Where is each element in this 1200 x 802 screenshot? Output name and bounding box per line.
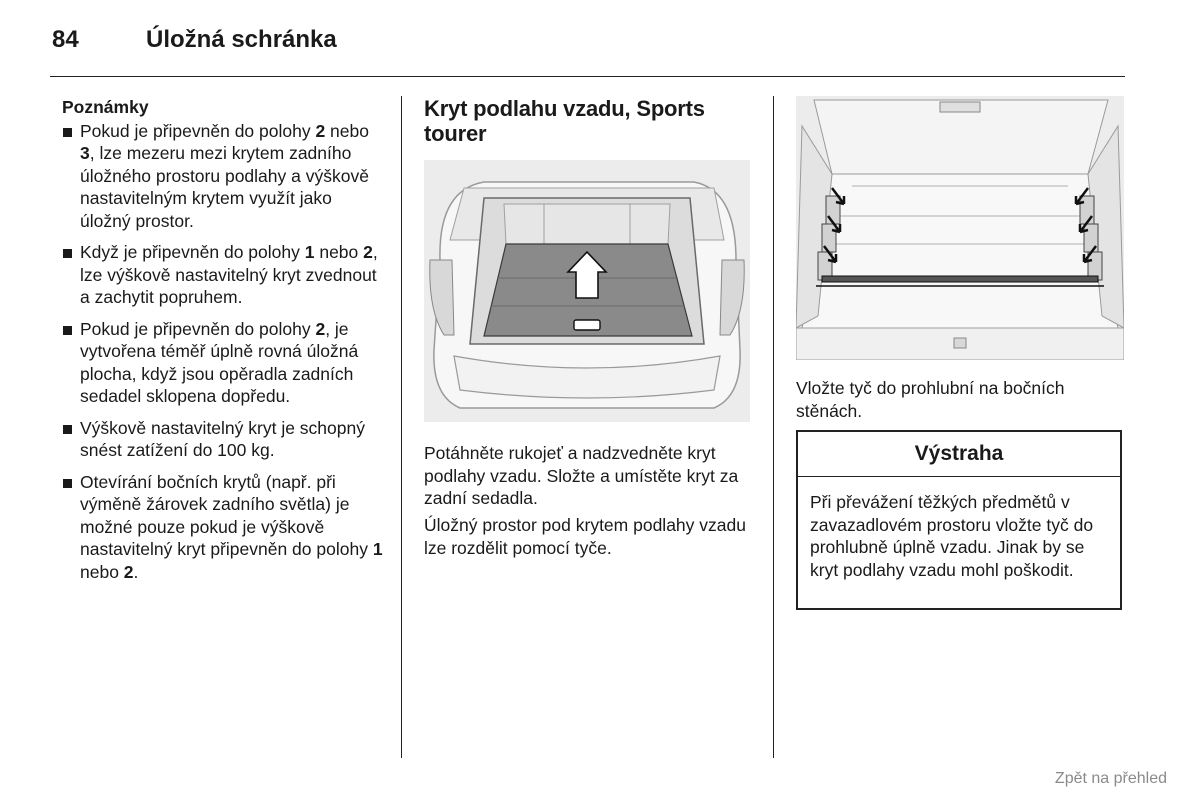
note-text: , lze výškově nastavitelný kryt zvednout a zachytit popruhem.: [80, 242, 378, 307]
note-text: nebo: [314, 242, 364, 262]
note-position-number: 1: [304, 242, 315, 262]
notes-list: [62, 120, 387, 584]
note-text: .: [133, 561, 139, 582]
note-item: [62, 471, 387, 584]
note-position-number: 2: [363, 242, 373, 262]
figure-caption: Vložte tyč do prohlubní na bočních stěnách.: [796, 378, 1065, 421]
section-heading: Kryt podlahu vzadu, Sports tourer: [424, 96, 705, 146]
note-text: Výškově nastavitelný kryt je schopný snést zatížení do 100 kg.: [80, 417, 365, 460]
back-to-overview-link[interactable]: Zpět na přehled: [1054, 770, 1167, 787]
trunk-floor-cover-illustration: [424, 160, 750, 422]
note-text: , lze mezeru mezi krytem zadního úložného prostoru podlahy a výškově nastavitelným krytem využít jako úložný prostor.: [80, 143, 369, 231]
note-item: [62, 318, 387, 408]
note-text: Pokud je připevněn do polohy: [80, 318, 316, 339]
note-position-number: 2: [123, 561, 134, 582]
note-item: [62, 120, 387, 233]
note-text: Pokud je připevněn do polohy: [80, 120, 316, 141]
page-number: 84: [52, 26, 79, 53]
page-title: Úložná schránka: [146, 26, 337, 53]
note-text: Když je připevněn do polohy: [80, 242, 305, 262]
page-header: [50, 26, 1125, 77]
note-position-number: 3: [80, 143, 90, 163]
note-item: [62, 417, 387, 462]
note-text: , je vytvořena téměř úplně rovná úložná plocha, když jsou opěradla zadních sedadel sklopena dopředu.: [80, 318, 359, 406]
note-position-number: 1: [372, 539, 383, 559]
notes-title: Poznámky: [62, 97, 149, 117]
instruction-paragraph: Potáhněte rukojeť a nadzvedněte kryt podlahy vzadu. Složte a umístěte kryt za zadní sedadla.: [424, 443, 739, 508]
floor-cover-section: [424, 96, 754, 558]
warning-text: Při převážení těžkých předmětů v zavazadlovém prostoru vložte tyč do prohlubně úplně vzadu. Jinak by se kryt podlahy vzadu mohl poškodit.: [810, 492, 1094, 580]
divider-paragraph: Úložný prostor pod krytem podlahy vzadu lze rozdělit pomocí tyče.: [424, 515, 746, 558]
note-text: nebo: [80, 561, 124, 582]
notes-section: [62, 96, 387, 592]
trunk-divider-bar-illustration: [796, 96, 1124, 360]
warning-title: Výstraha: [798, 432, 1120, 477]
note-position-number: 2: [315, 318, 326, 339]
note-position-number: 2: [315, 120, 326, 141]
column-divider: [773, 96, 774, 758]
note-text: nebo: [325, 120, 369, 141]
note-item: [62, 241, 387, 309]
column-divider: [401, 96, 402, 758]
warning-box: [796, 430, 1122, 610]
note-text: Otevírání bočních krytů (např. při výměně žárovek zadního světla) je možné pouze pokud je výškově nastavitelný kryt připevněn do polohy: [80, 471, 373, 559]
